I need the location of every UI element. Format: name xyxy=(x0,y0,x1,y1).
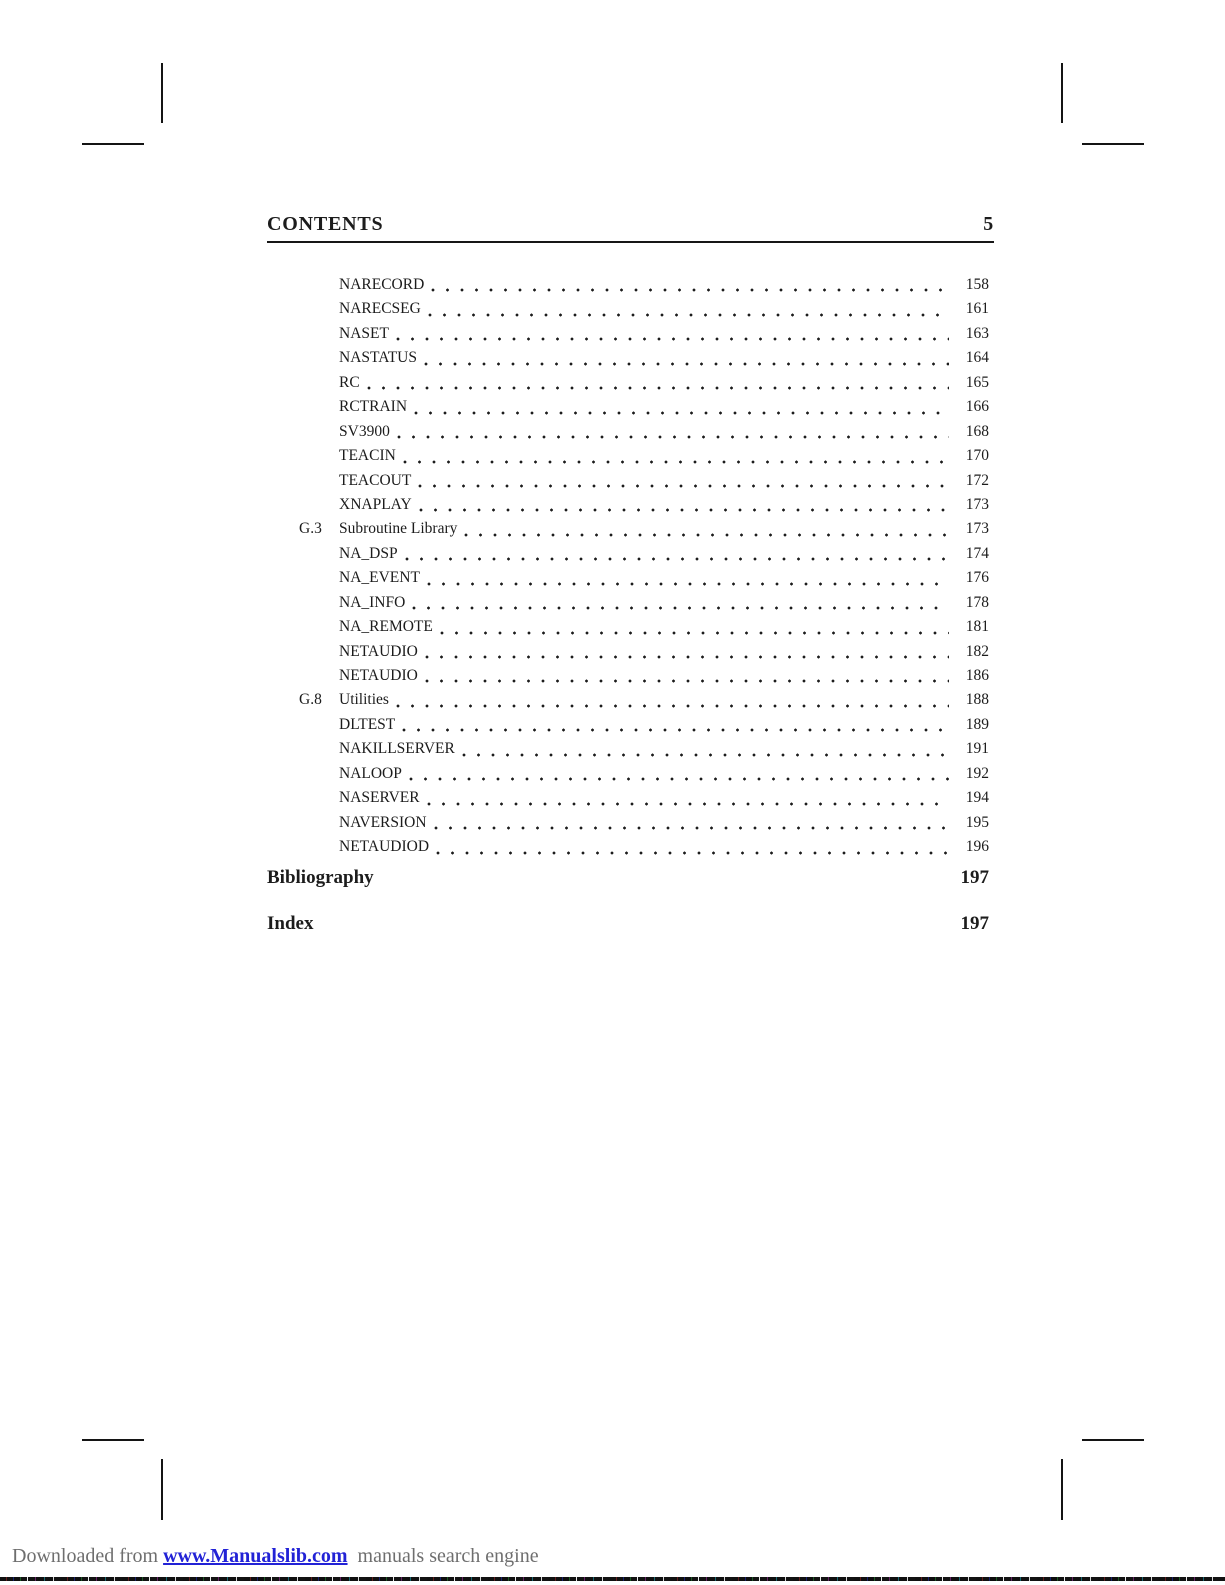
toc-entry-page: 158 xyxy=(965,276,989,293)
toc-row xyxy=(267,469,989,493)
manualslib-link[interactable]: www.Manualslib.com xyxy=(163,1545,348,1567)
toc-row xyxy=(267,737,989,761)
toc-entry-page: 191 xyxy=(965,740,989,758)
back-matter-title: Index xyxy=(267,913,314,934)
toc-entry-page: 192 xyxy=(965,764,989,782)
scan-noise-strip xyxy=(0,1577,1225,1581)
watermark-line xyxy=(12,1545,539,1568)
toc-entry-title: NA_EVENT xyxy=(339,569,420,587)
dot-leader xyxy=(462,753,949,757)
table-of-contents xyxy=(267,273,989,860)
toc-entry-page: 189 xyxy=(965,715,989,733)
toc-entry-page: 164 xyxy=(965,349,989,367)
toc-row xyxy=(267,444,989,468)
toc-entry-page: 186 xyxy=(965,667,989,684)
dot-leader xyxy=(397,435,949,439)
toc-entry-title: TEACOUT xyxy=(339,471,412,489)
toc-entry-title: TEACIN xyxy=(339,447,396,465)
toc-entry-page: 161 xyxy=(965,300,989,318)
toc-row xyxy=(267,542,989,566)
toc-entry-page: 173 xyxy=(965,520,989,538)
dot-leader xyxy=(425,655,949,659)
toc-entry-page: 168 xyxy=(965,422,989,440)
toc-row xyxy=(267,713,989,737)
toc-entry-title: NASTATUS xyxy=(339,349,417,367)
toc-row xyxy=(267,640,989,664)
toc-entry-page: 174 xyxy=(965,544,989,562)
toc-entry-title: NETAUDIO xyxy=(339,667,418,684)
toc-row xyxy=(267,322,989,346)
dot-leader xyxy=(425,679,949,683)
toc-entry-page: 178 xyxy=(965,593,989,611)
toc-row xyxy=(267,688,989,712)
toc-entry-title: NARECORD xyxy=(339,276,425,293)
toc-entry-page: 195 xyxy=(965,813,989,831)
dot-leader xyxy=(418,484,949,488)
dot-leader xyxy=(412,606,949,610)
toc-entry-title: NETAUDIO xyxy=(339,642,418,660)
toc-row xyxy=(267,835,989,859)
toc-entry-page: 194 xyxy=(965,789,989,807)
toc-entry-title: NALOOP xyxy=(339,764,402,782)
toc-row xyxy=(267,297,989,321)
toc-row xyxy=(267,517,989,541)
dot-leader xyxy=(427,802,949,806)
toc-row xyxy=(267,664,989,688)
crop-mark-top-left-vertical xyxy=(161,63,163,123)
toc-entry-title: Utilities xyxy=(339,691,389,709)
back-matter-page: 197 xyxy=(960,913,989,934)
toc-entry-title: RC xyxy=(339,373,360,391)
toc-entry-page: 163 xyxy=(965,324,989,342)
back-matter-row xyxy=(267,912,989,936)
header-title: CONTENTS xyxy=(267,213,384,235)
dot-leader xyxy=(440,631,949,635)
dot-leader xyxy=(431,288,949,292)
toc-row xyxy=(267,371,989,395)
crop-mark-top-left-horizontal xyxy=(82,143,144,145)
toc-row xyxy=(267,615,989,639)
toc-row xyxy=(267,346,989,370)
dot-leader xyxy=(396,337,949,341)
toc-entry-number: G.3 xyxy=(299,520,322,538)
dot-leader xyxy=(403,460,949,464)
toc-entry-page: 181 xyxy=(965,618,989,636)
toc-entry-page: 188 xyxy=(965,691,989,709)
back-matter xyxy=(267,866,989,958)
crop-mark-bottom-left-vertical xyxy=(161,1459,163,1520)
toc-row xyxy=(267,786,989,810)
back-matter-row xyxy=(267,866,989,890)
dot-leader xyxy=(419,508,949,512)
toc-entry-title: XNAPLAY xyxy=(339,495,412,513)
crop-mark-top-right-vertical xyxy=(1061,63,1063,123)
watermark-prefix: Downloaded from xyxy=(12,1545,164,1567)
header-page-number: 5 xyxy=(983,213,994,235)
toc-entry-page: 173 xyxy=(965,495,989,513)
toc-entry-page: 176 xyxy=(965,569,989,587)
dot-leader xyxy=(464,533,949,537)
toc-entry-page: 182 xyxy=(965,642,989,660)
toc-row xyxy=(267,762,989,786)
toc-entry-title: NAVERSION xyxy=(339,813,427,831)
toc-entry-title: RCTRAIN xyxy=(339,398,408,416)
running-header xyxy=(267,213,994,243)
toc-row xyxy=(267,591,989,615)
toc-entry-title: NASERVER xyxy=(339,789,420,807)
dot-leader xyxy=(367,386,949,390)
toc-row xyxy=(267,811,989,835)
toc-entry-title: Subroutine Library xyxy=(339,520,458,538)
toc-entry-number: G.8 xyxy=(299,691,322,709)
toc-entry-page: 196 xyxy=(965,838,989,856)
dot-leader xyxy=(436,851,949,855)
toc-entry-title: NASET xyxy=(339,324,389,342)
toc-entry-title: NARECSEG xyxy=(339,300,421,318)
back-matter-page: 197 xyxy=(960,867,989,888)
toc-entry-title: SV3900 xyxy=(339,422,390,440)
toc-row xyxy=(267,420,989,444)
crop-mark-bottom-right-horizontal xyxy=(1082,1439,1144,1441)
dot-leader xyxy=(428,313,949,317)
toc-entry-title: NETAUDIOD xyxy=(339,838,430,856)
toc-entry-title: NAKILLSERVER xyxy=(339,740,455,758)
toc-entry-title: NA_INFO xyxy=(339,593,406,611)
toc-entry-page: 165 xyxy=(965,373,989,391)
toc-row xyxy=(267,273,989,297)
dot-leader xyxy=(427,582,949,586)
watermark-suffix: manuals search engine xyxy=(347,1545,539,1567)
toc-row xyxy=(267,395,989,419)
dot-leader xyxy=(396,704,949,708)
toc-entry-page: 170 xyxy=(965,447,989,465)
toc-entry-title: NA_DSP xyxy=(339,544,398,562)
toc-entry-page: 172 xyxy=(965,471,989,489)
crop-mark-bottom-right-vertical xyxy=(1061,1459,1063,1520)
dot-leader xyxy=(424,362,949,366)
dot-leader xyxy=(434,826,949,830)
dot-leader xyxy=(402,728,949,732)
dot-leader xyxy=(409,777,949,781)
dot-leader xyxy=(414,411,949,415)
crop-mark-bottom-left-horizontal xyxy=(82,1439,144,1441)
toc-row xyxy=(267,566,989,590)
toc-row xyxy=(267,493,989,517)
crop-mark-top-right-horizontal xyxy=(1082,143,1144,145)
toc-entry-title: DLTEST xyxy=(339,715,396,733)
toc-entry-title: NA_REMOTE xyxy=(339,618,433,636)
dot-leader xyxy=(405,557,949,561)
toc-entry-page: 166 xyxy=(965,398,989,416)
back-matter-title: Bibliography xyxy=(267,867,374,888)
